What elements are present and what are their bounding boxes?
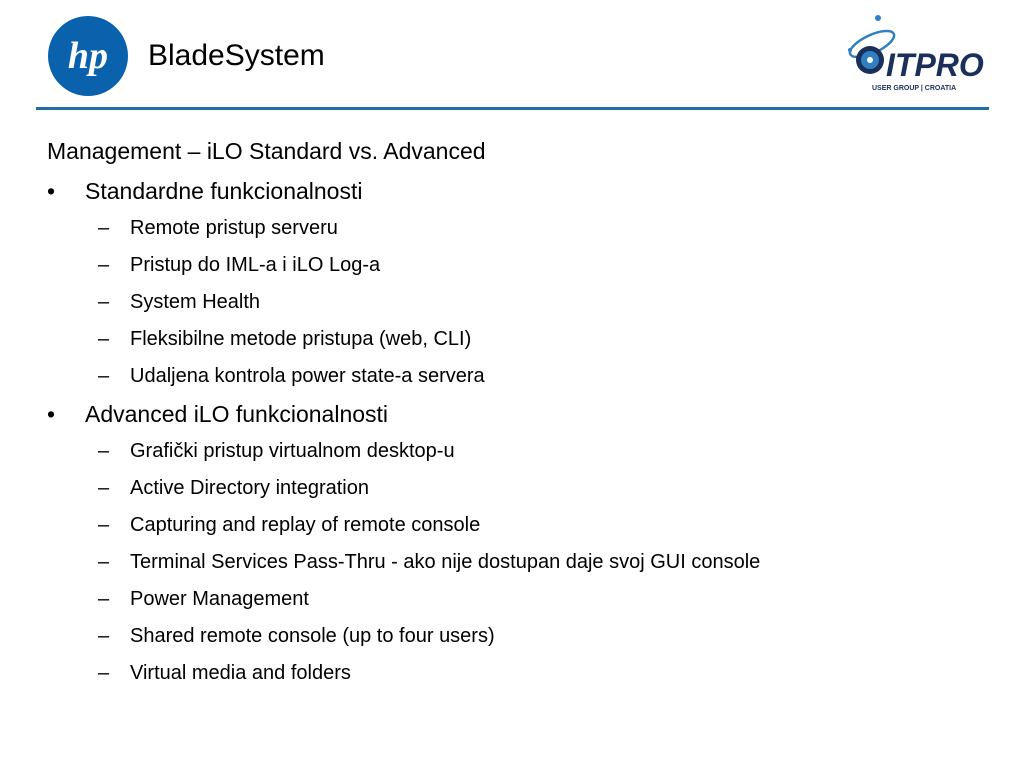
dash-icon: – — [98, 662, 110, 684]
bullet-icon: • — [47, 178, 56, 204]
bullet-icon: • — [47, 401, 56, 427]
hp-logo-icon — [47, 15, 129, 97]
list-item-text: Grafički pristup virtualnom desktop-u — [130, 440, 455, 462]
list-item-text: Active Directory integration — [130, 477, 369, 499]
content-heading: Management – iLO Standard vs. Advanced — [47, 138, 486, 164]
section-label: Standardne funkcionalnosti — [85, 178, 363, 204]
list-item-text: Remote pristup serveru — [130, 217, 338, 239]
list-item-text: Terminal Services Pass-Thru - ako nije dostupan daje svoj GUI console — [130, 551, 761, 573]
hp-logo — [47, 15, 129, 97]
list-item — [47, 210, 987, 247]
itpro-logo-text: ITPRO — [886, 47, 984, 83]
hp-logo-text: hp — [67, 35, 109, 77]
dash-icon: – — [98, 514, 110, 536]
itpro-tagline: USER GROUP | CROATIA — [872, 85, 957, 92]
list-item — [47, 284, 987, 321]
list-item-text: Fleksibilne metode pristupa (web, CLI) — [130, 328, 472, 350]
list-item — [47, 358, 987, 395]
list-item — [47, 433, 987, 470]
dash-icon: – — [98, 254, 110, 276]
slide-content — [47, 133, 987, 692]
list-item-text: Power Management — [130, 588, 309, 610]
dash-icon: – — [98, 217, 110, 239]
list-item-text: System Health — [130, 291, 261, 313]
header-divider — [36, 107, 989, 110]
dash-icon: – — [98, 477, 110, 499]
list-item-text: Virtual media and folders — [130, 662, 351, 684]
dash-icon: – — [98, 328, 110, 350]
dash-icon: – — [98, 625, 110, 647]
section-label: Advanced iLO funkcionalnosti — [85, 401, 389, 427]
dash-icon: – — [98, 365, 110, 387]
slide-title: BladeSystem — [148, 39, 325, 72]
list-item — [47, 321, 987, 358]
list-item — [47, 618, 987, 655]
list-item — [47, 247, 987, 284]
dash-icon: – — [98, 551, 110, 573]
list-item — [47, 544, 987, 581]
list-item — [47, 507, 987, 544]
itpro-logo-icon — [840, 10, 990, 96]
dash-icon: – — [98, 291, 110, 313]
section-advanced — [47, 395, 987, 433]
list-item-text: Shared remote console (up to four users) — [130, 625, 495, 647]
list-item-text: Capturing and replay of remote console — [130, 514, 481, 536]
dash-icon: – — [98, 588, 110, 610]
section-standard — [47, 172, 987, 210]
list-item-text: Pristup do IML-a i iLO Log-a — [130, 254, 381, 276]
list-item — [47, 581, 987, 618]
list-item — [47, 655, 987, 692]
list-item — [47, 470, 987, 507]
itpro-logo — [840, 10, 990, 96]
list-item-text: Udaljena kontrola power state-a servera — [130, 365, 485, 387]
dash-icon: – — [98, 440, 110, 462]
